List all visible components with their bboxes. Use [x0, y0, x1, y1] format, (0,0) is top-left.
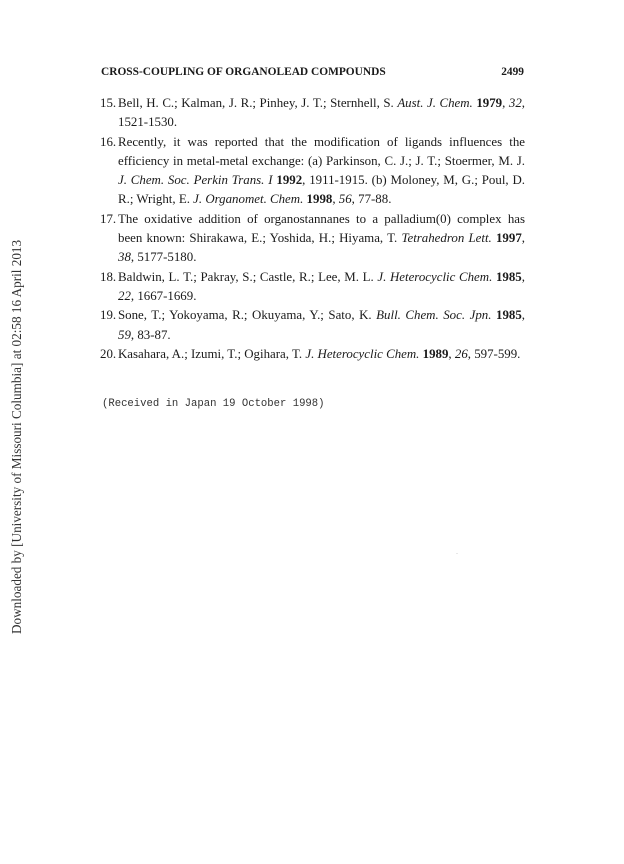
- reference-segment: , 5177-5180.: [130, 250, 197, 265]
- reference-segment: , 83-87.: [130, 327, 171, 342]
- reference-segment: , 1911-1915. (b) Moloney, M, G.; Poul, D. R.; Wright, E.: [118, 173, 525, 207]
- reference-item: [101, 268, 525, 307]
- reference-item: [101, 133, 525, 210]
- reference-italic-segment: Tetrahedron Lett.: [401, 231, 492, 246]
- reference-italic-segment: Aust. J. Chem.: [397, 96, 473, 110]
- reference-segment: ,: [448, 346, 455, 361]
- reference-item: [101, 306, 525, 345]
- reference-italic-segment: J. Chem. Soc. Perkin Trans. I: [118, 173, 273, 188]
- reference-text: [118, 345, 525, 364]
- reference-segment: ,: [521, 308, 526, 323]
- reference-segment: ,: [332, 192, 339, 207]
- reference-number: 19.: [100, 308, 117, 323]
- reference-bold-segment: 1985: [496, 308, 522, 323]
- reference-number: 16.: [100, 134, 117, 149]
- reference-italic-segment: J. Organomet. Chem.: [193, 192, 304, 207]
- reference-text: [118, 306, 525, 345]
- reference-segment: , 1667-1669.: [130, 288, 197, 303]
- scan-speck: [456, 553, 458, 554]
- reference-italic-segment: 38: [118, 250, 131, 265]
- reference-segment: Bell, H. C.; Kalman, J. R.; Pinhey, J. T.; Sternhell, S.: [118, 96, 398, 110]
- reference-segment: , 77-88.: [351, 192, 392, 207]
- reference-bold-segment: 1979: [476, 96, 503, 110]
- reference-number: 18.: [100, 269, 117, 284]
- reference-italic-segment: J. Heterocyclic Chem.: [305, 346, 420, 361]
- running-header: [101, 66, 524, 82]
- reference-number: 15.: [100, 96, 117, 110]
- reference-list: [101, 94, 525, 364]
- reference-segment: The oxidative addition of organostannanes to a palladium(0) complex has been known: Shirakawa, E.; Yoshida, H.; Hiyama, T.: [118, 211, 525, 246]
- running-title: CROSS-COUPLING OF ORGANOLEAD COMPOUNDS: [101, 66, 386, 78]
- reference-segment: Recently, it was reported that the modification of ligands influences the efficiency in metal-metal exchange: (a) Parkinson, C. J.; J. T.; Stoermer, M. J.: [118, 134, 525, 168]
- reference-bold-segment: 1992: [276, 173, 303, 188]
- reference-segment: , 597-599.: [467, 346, 521, 361]
- reference-number: 20.: [100, 346, 117, 361]
- reference-italic-segment: 26: [454, 346, 468, 361]
- reference-segment: Sone, T.; Yokoyama, R.; Okuyama, Y.; Sato, K.: [118, 308, 377, 323]
- reference-item: [101, 94, 525, 133]
- reference-segment: ,: [502, 96, 509, 110]
- received-note: (Received in Japan 19 October 1998): [102, 398, 325, 410]
- reference-italic-segment: Bull. Chem. Soc. Jpn.: [376, 308, 492, 323]
- reference-italic-segment: 22: [118, 288, 131, 303]
- reference-bold-segment: 1997: [495, 231, 522, 246]
- reference-segment: , 1521-1530.: [118, 96, 525, 130]
- reference-item: [101, 345, 525, 364]
- reference-bold-segment: 1989: [422, 346, 449, 361]
- reference-italic-segment: 59: [118, 327, 131, 342]
- reference-item: [101, 210, 525, 268]
- download-watermark: Downloaded by [University of Missouri Columbia] at 02:58 16 April 2013: [9, 239, 24, 634]
- reference-text: [118, 94, 525, 133]
- reference-bold-segment: 1998: [306, 192, 333, 207]
- reference-number: 17.: [100, 211, 117, 226]
- reference-italic-segment: J. Heterocyclic Chem.: [377, 269, 493, 284]
- reference-segment: ,: [521, 269, 525, 284]
- reference-segment: Baldwin, L. T.; Pakray, S.; Castle, R.; Lee, M. L.: [118, 269, 378, 284]
- reference-segment: ,: [521, 231, 525, 246]
- page-number: 2499: [501, 66, 524, 78]
- reference-italic-segment: 32: [508, 96, 522, 110]
- reference-text: [118, 210, 525, 268]
- reference-bold-segment: 1985: [495, 269, 522, 284]
- reference-text: [118, 133, 525, 210]
- reference-text: [118, 268, 525, 307]
- reference-segment: Kasahara, A.; Izumi, T.; Ogihara, T.: [118, 346, 306, 361]
- reference-italic-segment: 56: [338, 192, 352, 207]
